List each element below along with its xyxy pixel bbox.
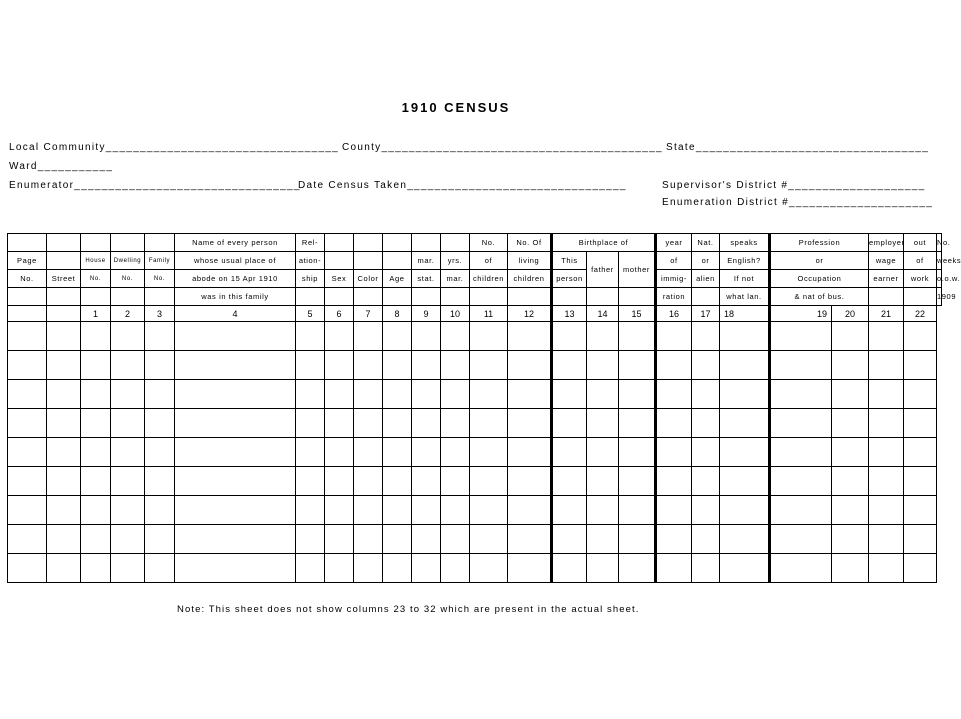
entry-cell[interactable] — [145, 467, 175, 496]
entry-cell[interactable] — [869, 525, 904, 554]
entry-cell[interactable] — [441, 467, 470, 496]
entry-cell[interactable] — [383, 467, 412, 496]
entry-cell[interactable] — [508, 409, 552, 438]
entry-cell[interactable] — [470, 554, 508, 583]
entry-cell[interactable] — [8, 438, 47, 467]
entry-cell[interactable] — [832, 322, 869, 351]
entry-cell[interactable] — [552, 554, 587, 583]
entry-cell[interactable] — [111, 380, 145, 409]
immigration-header: year — [656, 234, 692, 252]
entry-cell[interactable] — [175, 467, 296, 496]
entry-cell[interactable] — [412, 351, 441, 380]
column-number-cell: 15 — [619, 306, 656, 322]
entry-cell[interactable] — [656, 409, 692, 438]
entry-cell[interactable] — [552, 380, 587, 409]
entry-cell[interactable] — [508, 351, 552, 380]
entry-cell[interactable] — [383, 438, 412, 467]
entry-cell[interactable] — [692, 351, 720, 380]
entry-cell[interactable] — [692, 467, 720, 496]
entry-row — [8, 380, 942, 409]
page-title: 1910 CENSUS — [401, 100, 511, 115]
entry-cell[interactable] — [470, 380, 508, 409]
entry-cell[interactable] — [111, 496, 145, 525]
entry-cell[interactable] — [904, 496, 937, 525]
entry-cell[interactable] — [412, 496, 441, 525]
english-header: speaks — [720, 234, 770, 252]
entry-cell[interactable] — [296, 438, 325, 467]
entry-cell[interactable] — [904, 438, 937, 467]
column-number-cell: 10 — [441, 306, 470, 322]
enumeration-district-field: Enumeration District #_____________________ — [662, 197, 934, 208]
entry-cell[interactable] — [296, 467, 325, 496]
entry-cell[interactable] — [656, 467, 692, 496]
entry-cell[interactable] — [8, 351, 47, 380]
entry-cell[interactable] — [656, 380, 692, 409]
entry-cell[interactable] — [111, 467, 145, 496]
entry-row — [8, 351, 942, 380]
entry-cell[interactable] — [296, 525, 325, 554]
entry-cell[interactable] — [354, 351, 383, 380]
entry-cell[interactable] — [869, 322, 904, 351]
column-number-cell: 13 — [552, 306, 587, 322]
entry-cell[interactable] — [441, 554, 470, 583]
column-number-cell: 14 — [587, 306, 619, 322]
column-number-cell: 4 — [175, 306, 296, 322]
entry-cell[interactable] — [145, 409, 175, 438]
entry-cell[interactable] — [145, 554, 175, 583]
entry-cell[interactable] — [441, 380, 470, 409]
entry-cell[interactable] — [47, 525, 81, 554]
entry-cell[interactable] — [869, 467, 904, 496]
entry-cell[interactable] — [869, 409, 904, 438]
entry-cell[interactable] — [587, 467, 619, 496]
entry-cell[interactable] — [832, 525, 869, 554]
entry-cell[interactable] — [383, 380, 412, 409]
entry-cell[interactable] — [81, 467, 111, 496]
entry-cell[interactable] — [720, 525, 770, 554]
census-table — [7, 233, 961, 583]
entry-cell[interactable] — [47, 322, 81, 351]
entry-cell[interactable] — [47, 380, 81, 409]
entry-cell[interactable] — [587, 380, 619, 409]
entry-cell[interactable] — [325, 409, 354, 438]
county-field: County_________________________________________ — [342, 142, 663, 153]
entry-cell[interactable] — [111, 409, 145, 438]
enumerator-field: Enumerator_________________________________ — [9, 180, 301, 191]
column-number-cell: 12 — [508, 306, 552, 322]
entry-cell[interactable] — [296, 380, 325, 409]
entry-cell[interactable] — [383, 525, 412, 554]
entry-cell[interactable] — [354, 496, 383, 525]
entry-cell[interactable] — [832, 409, 869, 438]
entry-cell[interactable] — [81, 438, 111, 467]
entry-cell[interactable] — [770, 351, 832, 380]
entry-cell[interactable] — [656, 438, 692, 467]
entry-cell[interactable] — [47, 496, 81, 525]
entry-cell[interactable] — [47, 409, 81, 438]
entry-cell[interactable] — [619, 496, 656, 525]
entry-cell[interactable] — [325, 322, 354, 351]
entry-cell[interactable] — [770, 322, 832, 351]
entry-cell[interactable] — [587, 351, 619, 380]
entry-cell[interactable] — [552, 525, 587, 554]
entry-cell[interactable] — [383, 409, 412, 438]
column-number-row — [8, 306, 942, 322]
entry-cell[interactable] — [81, 380, 111, 409]
entry-cell[interactable] — [552, 467, 587, 496]
header-row-4: was in this family ration what lan. & nat of bus. 1909 — [8, 288, 942, 306]
state-field: State__________________________________ — [666, 142, 930, 153]
entry-cell[interactable] — [720, 554, 770, 583]
entry-cell[interactable] — [175, 525, 296, 554]
entry-row — [8, 496, 942, 525]
entry-cell[interactable] — [470, 525, 508, 554]
entry-cell[interactable] — [869, 438, 904, 467]
header-row-3: No. Street No. No. No. abode on 15 Apr 1910 ship Sex Color Age stat. mar. children children person immig- alien If not Occupation earner work o.o.w. — [8, 270, 942, 288]
entry-cell[interactable] — [354, 467, 383, 496]
employer-header: employer — [869, 234, 904, 252]
entry-cell[interactable] — [869, 554, 904, 583]
column-number-cell — [47, 306, 81, 322]
entry-cell[interactable] — [770, 409, 832, 438]
entry-cell[interactable] — [832, 496, 869, 525]
entry-cell[interactable] — [470, 409, 508, 438]
entry-cell[interactable] — [354, 438, 383, 467]
entry-cell[interactable] — [552, 438, 587, 467]
column-number-cell: 7 — [354, 306, 383, 322]
column-number-cell: 22 — [904, 306, 937, 322]
entry-cell[interactable] — [692, 409, 720, 438]
column-number-cell: 5 — [296, 306, 325, 322]
entry-cell[interactable] — [325, 525, 354, 554]
entry-cell[interactable] — [111, 322, 145, 351]
entry-row — [8, 409, 942, 438]
column-number-cell: 18 — [720, 306, 770, 322]
entry-cell[interactable] — [720, 409, 770, 438]
entry-cell[interactable] — [325, 351, 354, 380]
entry-cell[interactable] — [832, 351, 869, 380]
entry-cell[interactable] — [552, 322, 587, 351]
supervisor-district-field: Supervisor's District #____________________ — [662, 180, 926, 191]
entry-cell[interactable] — [296, 409, 325, 438]
entry-cell[interactable] — [8, 525, 47, 554]
entry-cell[interactable] — [175, 409, 296, 438]
entry-cell[interactable] — [904, 554, 937, 583]
entry-cell[interactable] — [111, 351, 145, 380]
entry-cell[interactable] — [175, 496, 296, 525]
footnote: Note: This sheet does not show columns 23 to 32 which are present in the actual sheet. — [177, 604, 640, 615]
entry-cell[interactable] — [720, 496, 770, 525]
name-header: Name of every person — [175, 234, 296, 252]
entry-cell[interactable] — [81, 322, 111, 351]
entry-cell[interactable] — [81, 554, 111, 583]
this-person-header: This — [552, 252, 587, 270]
entry-cell[interactable] — [470, 496, 508, 525]
entry-cell[interactable] — [412, 409, 441, 438]
entry-cell[interactable] — [904, 322, 937, 351]
entry-cell[interactable] — [8, 409, 47, 438]
entry-cell[interactable] — [47, 351, 81, 380]
header-row-1 — [8, 234, 942, 252]
entry-cell[interactable] — [145, 351, 175, 380]
entry-cell[interactable] — [81, 409, 111, 438]
entry-cell[interactable] — [175, 380, 296, 409]
entry-cell[interactable] — [904, 351, 937, 380]
entry-cell[interactable] — [8, 380, 47, 409]
entry-cell[interactable] — [145, 380, 175, 409]
entry-row — [8, 554, 942, 583]
entry-cell[interactable] — [508, 380, 552, 409]
ward-field: Ward___________ — [9, 161, 114, 172]
entry-cell[interactable] — [383, 554, 412, 583]
entry-cell[interactable] — [619, 438, 656, 467]
entry-cell[interactable] — [145, 438, 175, 467]
entry-cell[interactable] — [111, 525, 145, 554]
entry-cell[interactable] — [470, 467, 508, 496]
entry-cell[interactable] — [832, 438, 869, 467]
entry-cell[interactable] — [656, 525, 692, 554]
entry-cell[interactable] — [587, 496, 619, 525]
entry-cell[interactable] — [720, 351, 770, 380]
entry-cell[interactable] — [296, 351, 325, 380]
header-row-2: Page House Dwelling Family whose usual place of ation- mar. yrs. of living This father mother of or English? or wage of weeks — [8, 252, 942, 270]
entry-cell[interactable] — [8, 554, 47, 583]
entry-cell[interactable] — [470, 438, 508, 467]
entry-cell[interactable] — [692, 525, 720, 554]
entry-cell[interactable] — [692, 322, 720, 351]
column-number-cell: 21 — [869, 306, 904, 322]
entry-cell[interactable] — [508, 554, 552, 583]
entry-cell[interactable] — [175, 438, 296, 467]
mother-header: mother — [619, 252, 656, 288]
entry-cell[interactable] — [587, 409, 619, 438]
entry-cell[interactable] — [720, 380, 770, 409]
column-number-cell: 11 — [470, 306, 508, 322]
entry-cell[interactable] — [325, 467, 354, 496]
entry-cell[interactable] — [508, 322, 552, 351]
column-number-cell: 20 — [832, 306, 869, 322]
column-number-cell: 1 — [81, 306, 111, 322]
entry-cell[interactable] — [770, 380, 832, 409]
entry-cell[interactable] — [383, 322, 412, 351]
entry-cell[interactable] — [412, 438, 441, 467]
entry-cell[interactable] — [441, 496, 470, 525]
entry-cell[interactable] — [770, 496, 832, 525]
entry-cell[interactable] — [470, 322, 508, 351]
column-number-cell: 17 — [692, 306, 720, 322]
entry-cell[interactable] — [470, 351, 508, 380]
entry-cell[interactable] — [296, 322, 325, 351]
entry-cell[interactable] — [552, 496, 587, 525]
entry-cell[interactable] — [81, 496, 111, 525]
entry-cell[interactable] — [441, 322, 470, 351]
entry-cell[interactable] — [656, 496, 692, 525]
entry-cell[interactable] — [441, 409, 470, 438]
entry-cell[interactable] — [47, 438, 81, 467]
entry-cell[interactable] — [720, 438, 770, 467]
entry-cell[interactable] — [770, 438, 832, 467]
entry-cell[interactable] — [175, 351, 296, 380]
entry-row — [8, 322, 942, 351]
entry-cell[interactable] — [145, 322, 175, 351]
entry-cell[interactable] — [412, 554, 441, 583]
entry-cell[interactable] — [770, 554, 832, 583]
entry-cell[interactable] — [587, 554, 619, 583]
no-children-header: No. — [470, 234, 508, 252]
entry-cell[interactable] — [832, 380, 869, 409]
entry-cell[interactable] — [770, 525, 832, 554]
entry-cell[interactable] — [869, 496, 904, 525]
entry-cell[interactable] — [904, 380, 937, 409]
entry-cell[interactable] — [692, 496, 720, 525]
entry-cell[interactable] — [619, 322, 656, 351]
column-number-cell: 19 — [770, 306, 832, 322]
entry-cell[interactable] — [296, 554, 325, 583]
entry-cell[interactable] — [441, 438, 470, 467]
entry-cell[interactable] — [325, 380, 354, 409]
entry-cell[interactable] — [619, 525, 656, 554]
column-number-cell: 9 — [412, 306, 441, 322]
entry-cell[interactable] — [508, 525, 552, 554]
entry-cell[interactable] — [325, 554, 354, 583]
entry-cell[interactable] — [8, 322, 47, 351]
entry-cell[interactable] — [145, 525, 175, 554]
living-children-header: No. Of — [508, 234, 552, 252]
entry-cell[interactable] — [111, 554, 145, 583]
naturalized-header: Nat. — [692, 234, 720, 252]
out-of-work-header: out — [904, 234, 937, 252]
entry-cell[interactable] — [354, 380, 383, 409]
entry-cell[interactable] — [441, 525, 470, 554]
entry-cell[interactable] — [770, 467, 832, 496]
entry-cell[interactable] — [619, 467, 656, 496]
entry-cell[interactable] — [720, 467, 770, 496]
entry-cell[interactable] — [619, 380, 656, 409]
entry-cell[interactable] — [354, 525, 383, 554]
profession-header: Profession — [770, 234, 869, 252]
entry-cell[interactable] — [175, 554, 296, 583]
entry-cell[interactable] — [656, 351, 692, 380]
entry-cell[interactable] — [47, 467, 81, 496]
entry-cell[interactable] — [720, 322, 770, 351]
entry-cell[interactable] — [412, 467, 441, 496]
entry-row — [8, 438, 942, 467]
birthplace-header: Birthplace of — [552, 234, 656, 252]
entry-cell[interactable] — [904, 467, 937, 496]
weeks-header: No. — [937, 234, 942, 252]
entry-cell[interactable] — [832, 554, 869, 583]
entry-cell[interactable] — [587, 438, 619, 467]
entry-cell[interactable] — [325, 496, 354, 525]
entry-cell[interactable] — [47, 554, 81, 583]
entry-cell[interactable] — [587, 525, 619, 554]
father-header: father — [587, 252, 619, 288]
entry-cell[interactable] — [383, 351, 412, 380]
entry-cell[interactable] — [619, 554, 656, 583]
entry-cell[interactable] — [692, 554, 720, 583]
column-number-cell — [8, 306, 47, 322]
entry-cell[interactable] — [552, 409, 587, 438]
date-taken-field: Date Census Taken________________________________ — [298, 180, 627, 191]
entry-cell[interactable] — [325, 438, 354, 467]
entry-cell[interactable] — [692, 438, 720, 467]
entry-cell[interactable] — [619, 409, 656, 438]
entry-cell[interactable] — [8, 496, 47, 525]
entry-cell[interactable] — [383, 496, 412, 525]
entry-cell[interactable] — [508, 496, 552, 525]
entry-cell[interactable] — [145, 496, 175, 525]
entry-cell[interactable] — [354, 554, 383, 583]
entry-cell[interactable] — [904, 409, 937, 438]
column-number-cell: 6 — [325, 306, 354, 322]
entry-cell[interactable] — [587, 322, 619, 351]
relationship-header: Rel- — [296, 234, 325, 252]
entry-row — [8, 467, 942, 496]
entry-cell[interactable] — [81, 351, 111, 380]
column-number-cell: 3 — [145, 306, 175, 322]
entry-cell[interactable] — [175, 322, 296, 351]
entry-cell[interactable] — [412, 380, 441, 409]
entry-cell[interactable] — [508, 467, 552, 496]
entry-cell[interactable] — [412, 525, 441, 554]
column-number-cell: 16 — [656, 306, 692, 322]
entry-cell[interactable] — [552, 351, 587, 380]
entry-cell[interactable] — [8, 467, 47, 496]
entry-cell[interactable] — [441, 351, 470, 380]
entry-cell[interactable] — [508, 438, 552, 467]
local-community-field: Local Community__________________________________ — [9, 142, 340, 153]
entry-cell[interactable] — [869, 351, 904, 380]
column-number-cell: 8 — [383, 306, 412, 322]
entry-cell[interactable] — [619, 351, 656, 380]
entry-cell[interactable] — [81, 525, 111, 554]
entry-cell[interactable] — [832, 467, 869, 496]
entry-cell[interactable] — [412, 322, 441, 351]
entry-row — [8, 525, 942, 554]
entry-cell[interactable] — [692, 380, 720, 409]
entry-cell[interactable] — [656, 554, 692, 583]
entry-cell[interactable] — [904, 525, 937, 554]
entry-cell[interactable] — [354, 322, 383, 351]
entry-cell[interactable] — [111, 438, 145, 467]
column-number-cell: 2 — [111, 306, 145, 322]
entry-cell[interactable] — [354, 409, 383, 438]
entry-cell[interactable] — [656, 322, 692, 351]
entry-cell[interactable] — [296, 496, 325, 525]
entry-cell[interactable] — [869, 380, 904, 409]
